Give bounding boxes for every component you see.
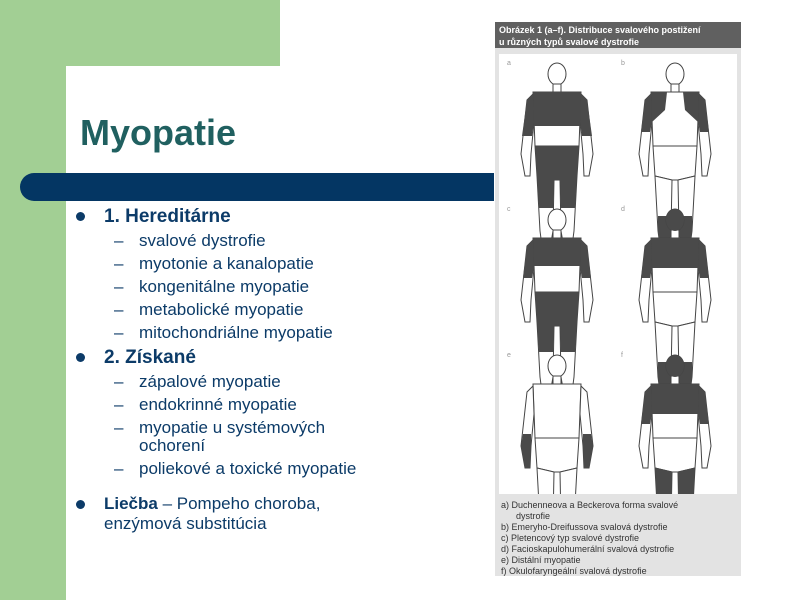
figure-title-line2: u různých typů svalové dystrofie <box>499 37 640 47</box>
dash-icon: – <box>114 459 124 478</box>
legend-line: b) Emeryho-Dreifussova svalová dystrofie <box>501 522 668 532</box>
legend-line: d) Facioskapulohumerální svalová dystrofie <box>501 544 675 554</box>
bullet-dot-icon <box>76 212 85 221</box>
dash-icon: – <box>114 418 124 437</box>
body-figure-f <box>639 355 711 494</box>
sub-bullet-text: svalové dystrofie <box>139 231 266 250</box>
figure-panels <box>499 54 737 494</box>
bullet-liecba <box>76 494 394 534</box>
panel-label-d: d <box>621 206 625 213</box>
sub-bullet <box>76 324 486 342</box>
slide-title: Myopatie <box>80 112 237 153</box>
sub-bullet-text: kongenitálne myopatie <box>139 277 310 296</box>
sub-bullet <box>76 301 486 319</box>
bullet-label: 2. Získané <box>104 347 196 368</box>
treatment-bold: Liečba <box>104 494 158 513</box>
bullet-ziskane <box>76 347 486 369</box>
dash-icon: – <box>114 323 124 342</box>
legend-line: c) Pletencový typ svalové dystrofie <box>501 533 640 543</box>
sub-bullet <box>76 419 389 455</box>
sub-bullet-text: myopatie u systémových ochorení <box>139 418 326 455</box>
sub-bullet-text: myotonie a kanalopatie <box>139 254 314 273</box>
bullet-hereditarne <box>76 206 486 228</box>
sub-bullet-text: poliekové a toxické myopatie <box>139 459 357 478</box>
slide-content <box>76 206 486 538</box>
figure-title-line1: Obrázek 1 (a–f). Distribuce svalového postižení <box>499 25 701 35</box>
background-green-strip <box>0 0 66 600</box>
body-figures-illustration <box>499 54 737 494</box>
dash-icon: – <box>114 254 124 273</box>
panel-label-f: f <box>621 352 623 359</box>
sub-bullet <box>76 460 389 478</box>
dash-icon: – <box>114 372 124 391</box>
sub-bullet <box>76 255 486 273</box>
sub-bullet <box>76 373 486 391</box>
legend-line: f) Okulofaryngeální svalová dystrofie <box>501 566 647 576</box>
body-figure-e <box>521 355 593 494</box>
figure-caption-header <box>495 22 741 48</box>
dystrophy-figure <box>495 22 741 576</box>
background-green-top <box>0 0 280 66</box>
sub-bullet-text: zápalové myopatie <box>139 372 281 391</box>
legend-line: dystrofie <box>501 511 551 521</box>
dash-icon: – <box>114 300 124 319</box>
bullet-label: 1. Hereditárne <box>104 206 231 227</box>
panel-label-c: c <box>507 206 511 213</box>
sub-bullet-text: mitochondriálne myopatie <box>139 323 333 342</box>
sub-bullet <box>76 232 486 250</box>
bullet-dot-icon <box>76 500 85 509</box>
panel-label-a: a <box>507 60 511 67</box>
legend-line: a) Duchenneova a Beckerova forma svalové <box>501 500 679 510</box>
panel-label-b: b <box>621 60 625 67</box>
title-underline-bar <box>20 173 494 201</box>
sub-bullet-text: endokrinné myopatie <box>139 395 297 414</box>
dash-icon: – <box>114 231 124 250</box>
sub-bullet <box>76 278 486 296</box>
sub-bullet <box>76 396 486 414</box>
legend-line: e) Distální myopatie <box>501 555 581 565</box>
dash-icon: – <box>114 395 124 414</box>
figure-legend <box>495 500 741 577</box>
dash-icon: – <box>114 277 124 296</box>
treatment-text: – Pompeho choroba, enzýmová substitúcia <box>104 494 321 533</box>
panel-label-e: e <box>507 352 511 359</box>
bullet-dot-icon <box>76 353 85 362</box>
sub-bullet-text: metabolické myopatie <box>139 300 304 319</box>
